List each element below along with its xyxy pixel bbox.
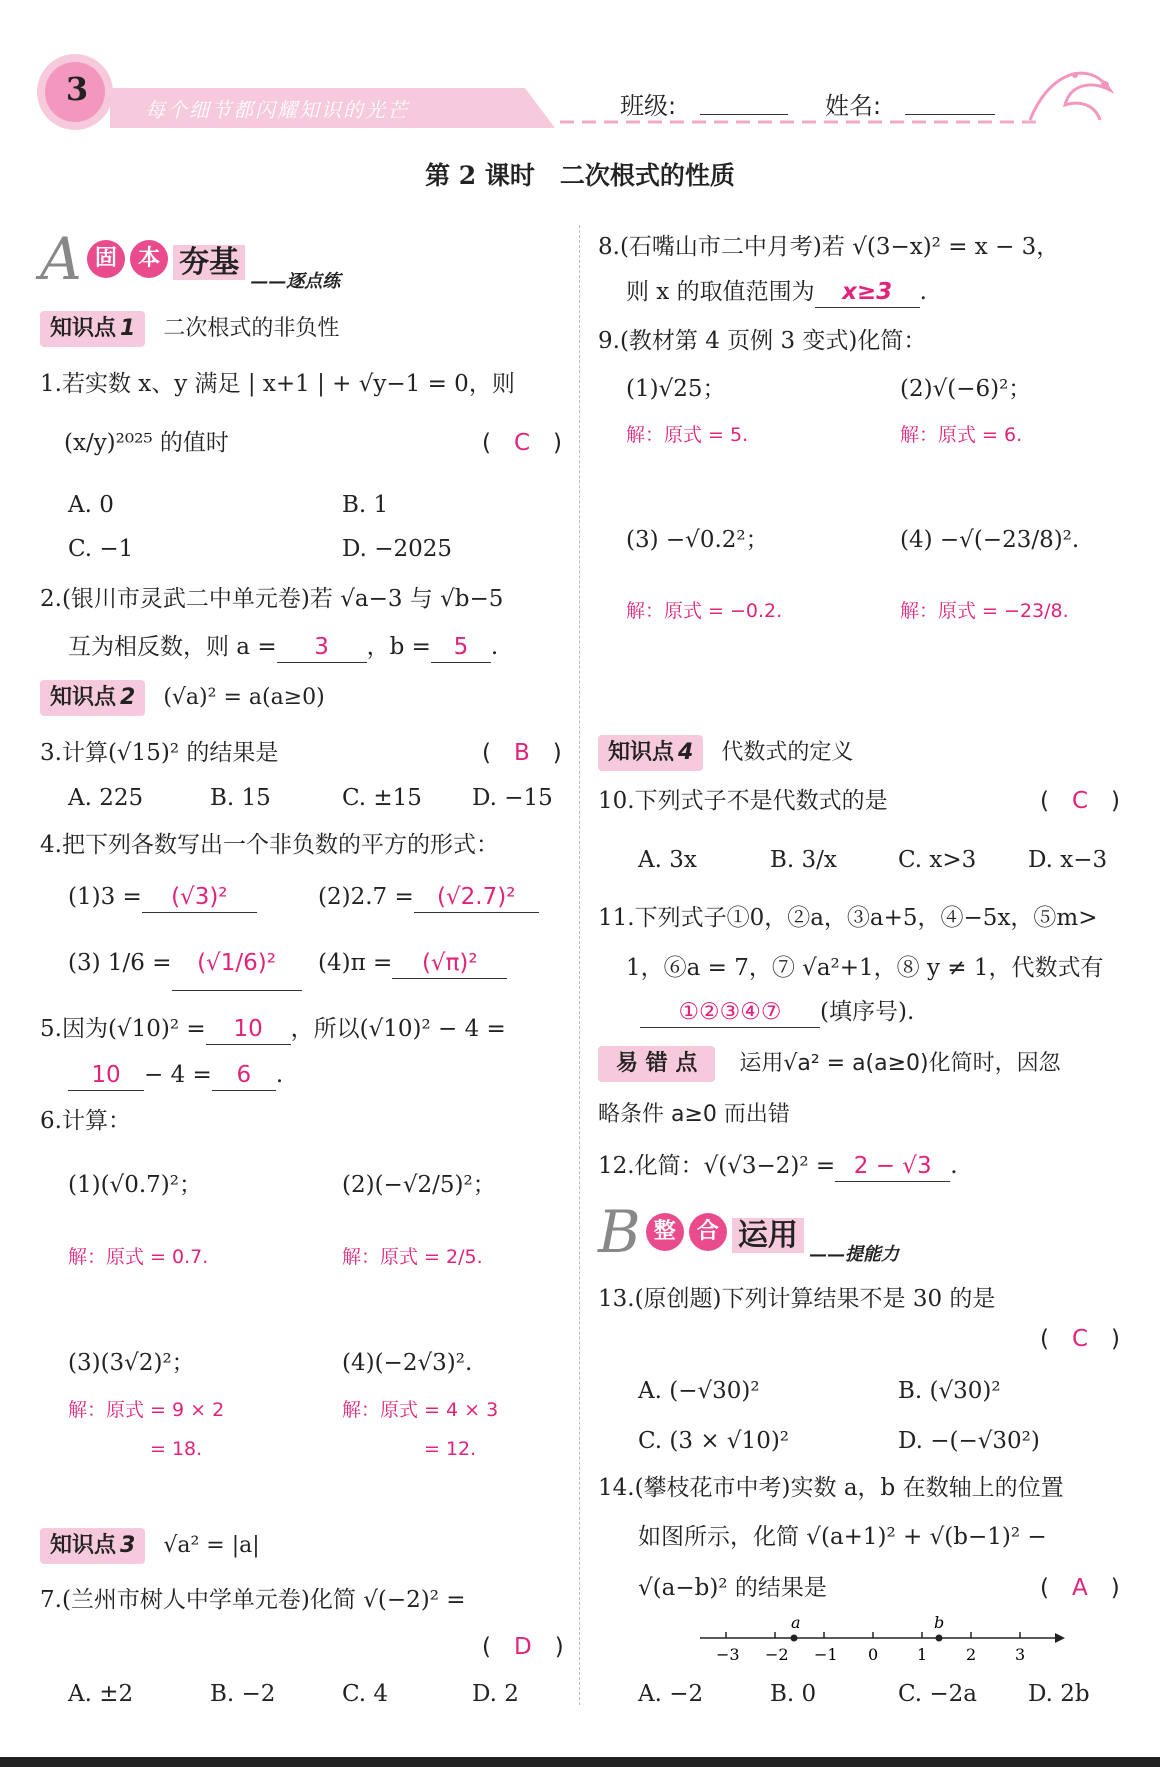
- section-a-letter: A: [40, 225, 82, 293]
- section-a-title: 夯基: [173, 245, 245, 280]
- q8-answer[interactable]: x≥3: [815, 277, 920, 308]
- q11-answer[interactable]: ①②③④⑦: [640, 997, 820, 1028]
- page-number: 3: [65, 70, 89, 108]
- q11-line1: 11.下列式子①0，②a，③a+5，④−5x，⑤m>: [598, 905, 1098, 931]
- q10-answer-bracket[interactable]: ( C ): [1040, 788, 1121, 814]
- kp-tag-label: 知识点: [50, 316, 117, 341]
- q1-text: 1.若实数 x、y 满足 | x+1 | + √y−1 = 0，则: [40, 371, 515, 397]
- q14-option-a[interactable]: A. −2: [638, 1681, 704, 1707]
- q12-answer[interactable]: 2 − √3: [835, 1151, 950, 1182]
- q9-part1: (1)√25；: [626, 376, 726, 402]
- q1-option-d[interactable]: D. −2025: [342, 536, 453, 562]
- q3-option-d[interactable]: D. −15: [472, 785, 553, 811]
- q14-option-b[interactable]: B. 0: [770, 1681, 817, 1707]
- q9-solution-2: 解：原式 = 6.: [900, 424, 1023, 446]
- axis-label-3: 3: [1015, 1645, 1026, 1664]
- q5-end: .: [275, 1062, 284, 1088]
- q2-end: .: [490, 634, 499, 660]
- q13-option-c[interactable]: C. (3 × √10)²: [638, 1428, 790, 1454]
- number-line-diagram: [690, 1616, 1070, 1666]
- q13-option-b[interactable]: B. (√30)²: [898, 1378, 1001, 1404]
- q2-mid: ，b =: [366, 634, 431, 660]
- q13-option-a[interactable]: A. (−√30)²: [638, 1378, 760, 1404]
- q13-text: 13.(原创题)下列计算结果不是 30 的是: [598, 1286, 996, 1312]
- class-label: 班级:: [620, 92, 677, 120]
- q7-option-c[interactable]: C. 4: [342, 1681, 389, 1707]
- name-blank[interactable]: [905, 114, 995, 115]
- point-a-label: a: [791, 1616, 801, 1632]
- q14-answer-bracket[interactable]: ( A ): [1040, 1575, 1120, 1601]
- q14-line2: 如图所示，化简 √(a+1)² + √(b−1)² −: [638, 1524, 1047, 1550]
- q13-answer-bracket[interactable]: ( C ): [1040, 1326, 1121, 1352]
- kp-title: 二次根式的非负性: [163, 316, 340, 341]
- q6-solution-2: 解：原式 = 2/5.: [342, 1246, 483, 1268]
- q6-part1: (1)(√0.7)²；: [68, 1172, 202, 1198]
- section-b-char1: 整: [646, 1213, 684, 1251]
- q14-line3: √(a−b)² 的结果是: [638, 1575, 827, 1601]
- q5-line1: [40, 1014, 506, 1045]
- q12-end: .: [950, 1153, 958, 1179]
- q6-solution-3a: 解：原式 = 9 × 2: [68, 1399, 225, 1421]
- q4-part1: [68, 882, 257, 913]
- kp-title: 代数式的定义: [721, 740, 854, 765]
- q11-end: (填序号).: [820, 999, 915, 1025]
- kp-number: 3: [120, 1533, 136, 1558]
- q12-prefix: 12.化简：√(√3−2)² =: [598, 1153, 836, 1179]
- q4-answer-1[interactable]: (√3)²: [142, 882, 257, 913]
- q1-answer: C: [513, 430, 531, 456]
- kp-tag-label: 知识点: [50, 685, 117, 710]
- axis-label-2: 2: [966, 1645, 977, 1664]
- knowledge-point-2: [40, 680, 325, 716]
- section-b-heading: [598, 1198, 899, 1266]
- q4-text: 4.把下列各数写出一个非负数的平方的形式：: [40, 832, 499, 858]
- q2-line2: [68, 632, 498, 663]
- q5-mid2: − 4 =: [144, 1062, 212, 1088]
- q7-text: 7.(兰州市树人中学单元卷)化简 √(−2)² =: [40, 1587, 466, 1613]
- kp-tag-label: 知识点: [50, 1533, 117, 1558]
- section-a-char1: 固: [87, 240, 125, 278]
- q8-prefix: 则 x 的取值范围为: [626, 279, 815, 305]
- name-label: 姓名:: [825, 92, 882, 120]
- kp-tag-label: 知识点: [608, 740, 675, 765]
- q2-prefix: 互为相反数，则 a =: [68, 634, 277, 660]
- q1-line2: (x/y)²⁰²⁵ 的值时: [64, 430, 229, 456]
- q6-solution-4a: 解：原式 = 4 × 3: [342, 1399, 499, 1421]
- q3-text: 3.计算(√15)² 的结果是: [40, 740, 279, 766]
- q4-p2-label: (2)2.7 =: [318, 884, 414, 910]
- error-tag: 易 错 点: [598, 1046, 715, 1082]
- column-divider: [579, 225, 580, 1705]
- section-b-char2: 合: [689, 1213, 727, 1251]
- axis-label-neg3: −3: [716, 1645, 740, 1664]
- knowledge-point-4: [598, 735, 853, 771]
- q7-option-b[interactable]: B. −2: [210, 1681, 276, 1707]
- q1-option-b[interactable]: B. 1: [342, 492, 389, 518]
- error-title-line2: 略条件 a≥0 而出错: [598, 1102, 790, 1127]
- q4-p1-label: (1)3 =: [68, 884, 142, 910]
- q6-text: 6.计算：: [40, 1108, 131, 1134]
- q6-solution-3b: = 18.: [150, 1438, 203, 1460]
- section-a-char2: 本: [130, 240, 168, 278]
- q13-answer: C: [1071, 1326, 1089, 1352]
- q14-answer: A: [1071, 1575, 1088, 1601]
- kp-number: 4: [678, 740, 694, 765]
- q1-option-c[interactable]: C. −1: [68, 536, 134, 562]
- knowledge-point-1: [40, 311, 339, 347]
- q7-option-d[interactable]: D. 2: [472, 1681, 519, 1707]
- kp-title: (√a)² = a(a≥0): [163, 685, 325, 710]
- q3-option-b[interactable]: B. 15: [210, 785, 271, 811]
- q6-solution-1: 解：原式 = 0.7.: [68, 1246, 209, 1268]
- q1-answer-bracket[interactable]: ( C ): [482, 430, 563, 456]
- q4-answer-4[interactable]: (√π)²: [392, 948, 507, 979]
- q9-part2: (2)√(−6)²；: [900, 376, 1032, 402]
- q11-line3: [640, 997, 914, 1028]
- bottom-bar: [0, 1757, 1160, 1767]
- q4-p3-label: (3) 1/6 =: [68, 950, 172, 976]
- q7-answer: D: [513, 1634, 532, 1660]
- q13-option-d[interactable]: D. −(−√30²): [898, 1428, 1040, 1454]
- class-blank[interactable]: [700, 114, 788, 115]
- q11-line2: 1，⑥a = 7，⑦ √a²+1，⑧ y ≠ 1，代数式有: [626, 955, 1104, 981]
- q4-part2: [318, 882, 539, 913]
- q8-line2: [626, 277, 927, 308]
- q2-answer-b[interactable]: 5: [431, 632, 491, 663]
- q10-option-b[interactable]: B. 3/x: [770, 847, 837, 873]
- q6-part2: (2)(−√2/5)²；: [342, 1172, 496, 1198]
- axis-label-1: 1: [917, 1645, 928, 1664]
- q10-text: 10.下列式子不是代数式的是: [598, 788, 888, 814]
- point-b-label: b: [934, 1616, 945, 1632]
- q4-p4-label: (4)π =: [318, 950, 393, 976]
- point-b-marker: [936, 1635, 943, 1642]
- q9-text: 9.(教材第 4 页例 3 变式)化简：: [598, 328, 927, 354]
- q14-line1: 14.(攀枝花市中考)实数 a，b 在数轴上的位置: [598, 1475, 1064, 1501]
- axis-label-neg2: −2: [765, 1645, 789, 1664]
- header-slogan: 每个细节都闪耀知识的光芒: [145, 98, 409, 122]
- q8-text: 8.(石嘴山市二中月考)若 √(3−x)² = x − 3，: [598, 234, 1060, 260]
- q6-part4: (4)(−2√3)².: [342, 1350, 473, 1376]
- q6-solution-4b: = 12.: [424, 1438, 477, 1460]
- q9-part4: (4) −√(−23/8)².: [900, 527, 1080, 553]
- q6-part3: (3)(3√2)²；: [68, 1350, 195, 1376]
- q3-answer: B: [513, 740, 530, 766]
- q12-line: [598, 1151, 958, 1182]
- q7-answer-bracket[interactable]: ( D ): [482, 1634, 564, 1660]
- lesson-title: 第 2 课时 二次根式的性质: [425, 161, 735, 190]
- q10-option-a[interactable]: A. 3x: [638, 847, 697, 873]
- axis-label-neg1: −1: [814, 1645, 838, 1664]
- q4-answer-2[interactable]: (√2.7)²: [414, 882, 539, 913]
- section-a-heading: [40, 225, 341, 293]
- floral-ornament-icon: [1030, 73, 1110, 120]
- kp-number: 1: [120, 316, 136, 341]
- q9-solution-1: 解：原式 = 5.: [626, 424, 749, 446]
- q5-answer-1[interactable]: 10: [206, 1014, 291, 1045]
- q5-prefix: 5.因为(√10)² =: [40, 1016, 206, 1042]
- q4-part4: [318, 948, 507, 979]
- q10-answer: C: [1071, 788, 1089, 814]
- q2-text: 2.(银川市灵武二中单元卷)若 √a−3 与 √b−5: [40, 586, 504, 612]
- q5-line2: [68, 1060, 283, 1091]
- q4-answer-3[interactable]: (√1/6)²: [172, 948, 302, 991]
- q5-mid: ，所以(√10)² − 4 =: [290, 1016, 506, 1042]
- number-line-ticks: [726, 1632, 1020, 1638]
- kp-title: √a² = |a|: [163, 1533, 260, 1558]
- q9-part3: (3) −√0.2²；: [626, 527, 769, 553]
- number-line-arrow-icon: [1055, 1633, 1065, 1643]
- point-a-marker: [791, 1635, 798, 1642]
- q3-option-a[interactable]: A. 225: [68, 785, 144, 811]
- q3-option-c[interactable]: C. ±15: [342, 785, 422, 811]
- error-title: 运用√a² = a(a≥0)化简时，因忽: [739, 1051, 1061, 1076]
- q14-option-d[interactable]: D. 2b: [1028, 1681, 1090, 1707]
- section-b-title: 运用: [732, 1218, 804, 1253]
- q8-end: .: [919, 279, 927, 305]
- q2-answer-a[interactable]: 3: [277, 632, 367, 663]
- section-b-subtitle: ——提能力: [809, 1244, 899, 1265]
- q10-option-c[interactable]: C. x>3: [898, 847, 977, 873]
- q1-option-a[interactable]: A. 0: [68, 492, 114, 518]
- q3-answer-bracket[interactable]: ( B ): [482, 740, 562, 766]
- knowledge-point-3: [40, 1528, 260, 1564]
- q14-option-c[interactable]: C. −2a: [898, 1681, 978, 1707]
- q9-solution-3: 解：原式 = −0.2.: [626, 600, 783, 622]
- q5-answer-3[interactable]: 6: [212, 1060, 276, 1091]
- section-a-subtitle: ——逐点练: [250, 271, 341, 292]
- q7-option-a[interactable]: A. ±2: [68, 1681, 134, 1707]
- q10-option-d[interactable]: D. x−3: [1028, 847, 1108, 873]
- kp-number: 2: [120, 685, 136, 710]
- q4-part3: [68, 948, 302, 991]
- axis-label-0: 0: [868, 1645, 879, 1664]
- section-b-letter: B: [598, 1198, 641, 1266]
- q5-answer-2[interactable]: 10: [68, 1060, 144, 1091]
- q9-solution-4: 解：原式 = −23/8.: [900, 600, 1069, 622]
- easy-error-point: [598, 1046, 1061, 1082]
